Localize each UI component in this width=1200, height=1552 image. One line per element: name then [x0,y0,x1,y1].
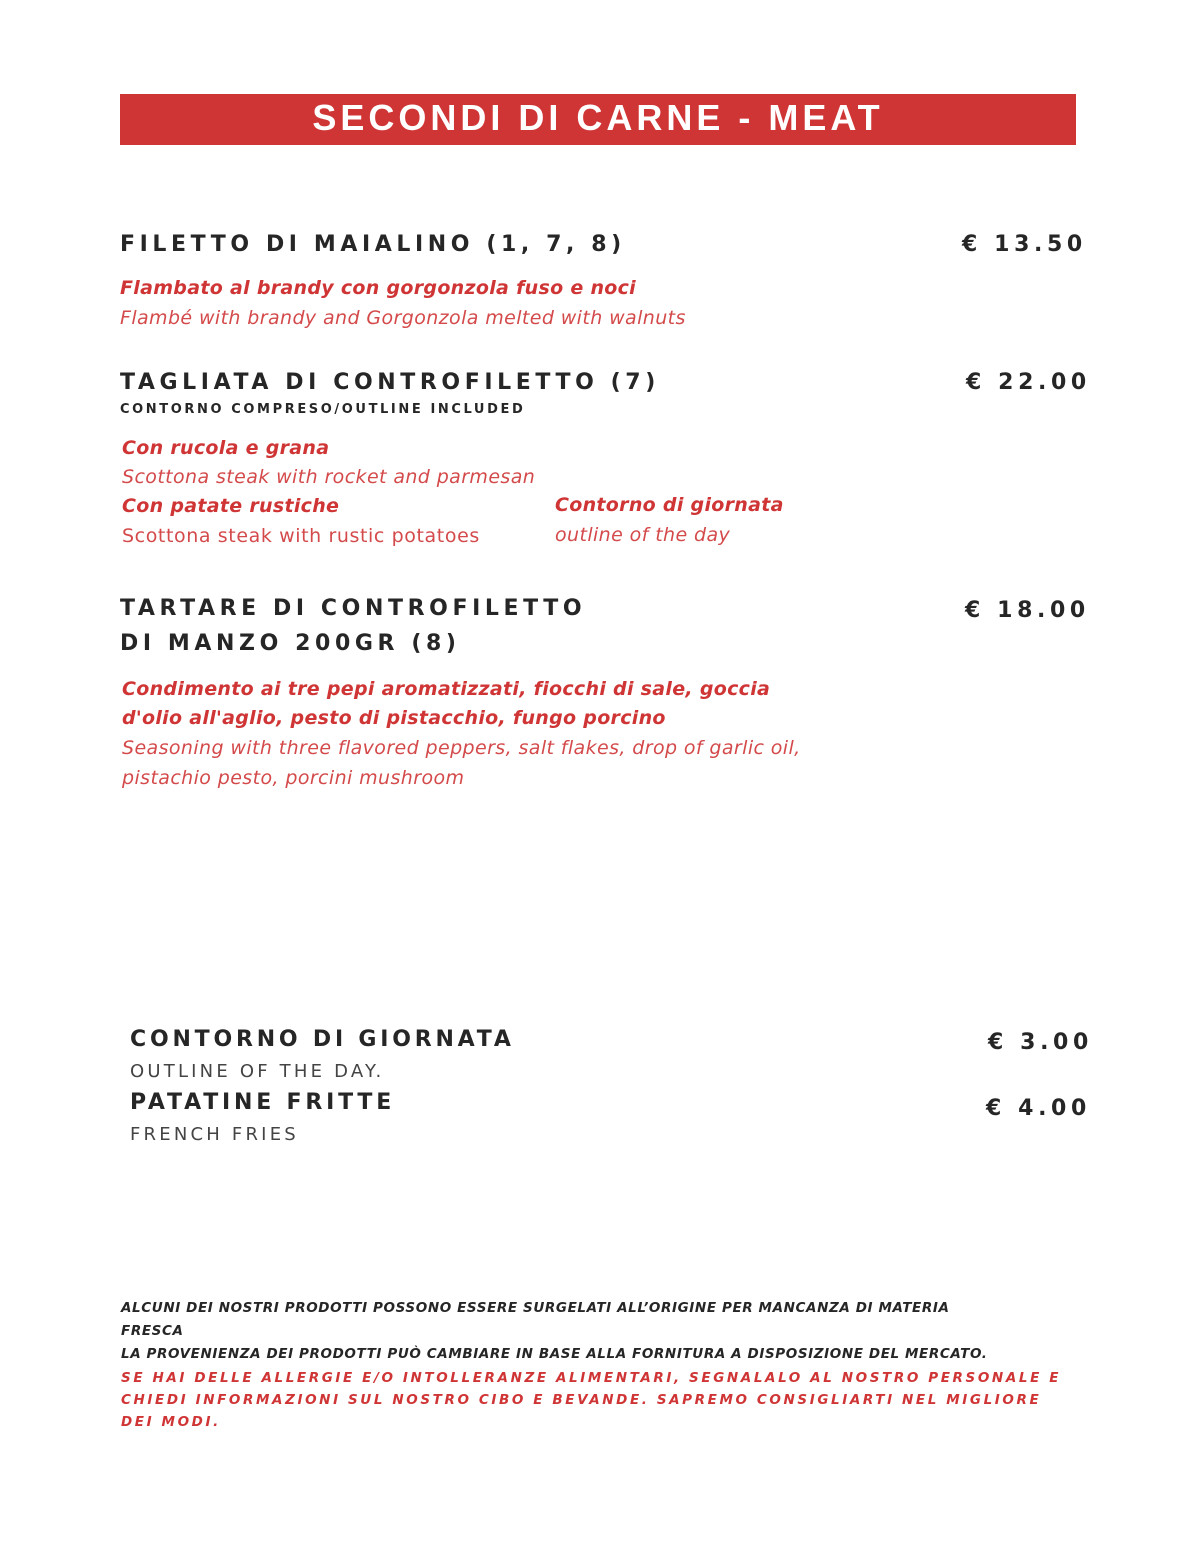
option-description-en: outline of the day [555,524,731,546]
allergy-notice: SE HAI DELLE ALLERGIE E/O INTOLLERANZE ALIMENTARI, SEGNALALO AL NOSTRO PERSONALE E [121,1370,1062,1386]
dish-name: DI MANZO 200GR (8) [120,631,461,656]
side-price: € 4.00 [986,1096,1091,1121]
dish-note: CONTORNO COMPRESO/OUTLINE INCLUDED [120,402,526,417]
option-description-en: Scottona steak with rustic potatoes [122,525,480,547]
side-price: € 3.00 [988,1030,1093,1055]
dish-description-en: Seasoning with three flavored peppers, salt flakes, drop of garlic oil, [122,737,801,759]
dish-description-it: d'olio all'aglio, pesto di pistacchio, fungo porcino [122,707,666,729]
footer-notice: LA PROVENIENZA DEI PRODOTTI PUÒ CAMBIARE IN BASE ALLA FORNITURA A DISPOSIZIONE DEL MERCATO. [121,1346,988,1362]
dish-price: € 18.00 [965,598,1090,623]
side-name: CONTORNO DI GIORNATA [130,1027,515,1052]
allergy-notice: CHIEDI INFORMAZIONI SUL NOSTRO CIBO E BEVANDE. SAPREMO CONSIGLIARTI NEL MIGLIORE [121,1392,1042,1408]
dish-description-en: pistachio pesto, porcini mushroom [122,767,465,789]
dish-price: € 22.00 [966,370,1091,395]
dish-description-en: Flambé with brandy and Gorgonzola melted with walnuts [120,307,686,329]
dish-description-it: Condimento ai tre pepi aromatizzati, fiocchi di sale, goccia [122,678,771,700]
allergy-notice: DEI MODI. [121,1414,221,1430]
footer-notice: FRESCA [121,1323,184,1339]
option-description-en: Scottona steak with rocket and parmesan [122,466,536,488]
option-description-it: Contorno di giornata [555,494,784,516]
side-name: PATATINE FRITTE [130,1090,396,1115]
dish-name: FILETTO DI MAIALINO (1, 7, 8) [120,232,626,257]
side-description: OUTLINE OF THE DAY. [130,1061,385,1082]
option-description-it: Con patate rustiche [122,495,340,517]
dish-name: TAGLIATA DI CONTROFILETTO (7) [120,370,660,395]
dish-name: TARTARE DI CONTROFILETTO [120,596,587,621]
section-header-banner [120,94,1076,145]
dish-price: € 13.50 [962,232,1087,257]
section-title: SECONDI DI CARNE - MEAT [312,97,884,138]
side-description: FRENCH FRIES [130,1124,299,1145]
option-description-it: Con rucola e grana [122,437,330,459]
footer-notice: ALCUNI DEI NOSTRI PRODOTTI POSSONO ESSERE SURGELATI ALL’ORIGINE PER MANCANZA DI MATERIA [121,1300,950,1316]
dish-description-it: Flambato al brandy con gorgonzola fuso e noci [120,277,636,299]
